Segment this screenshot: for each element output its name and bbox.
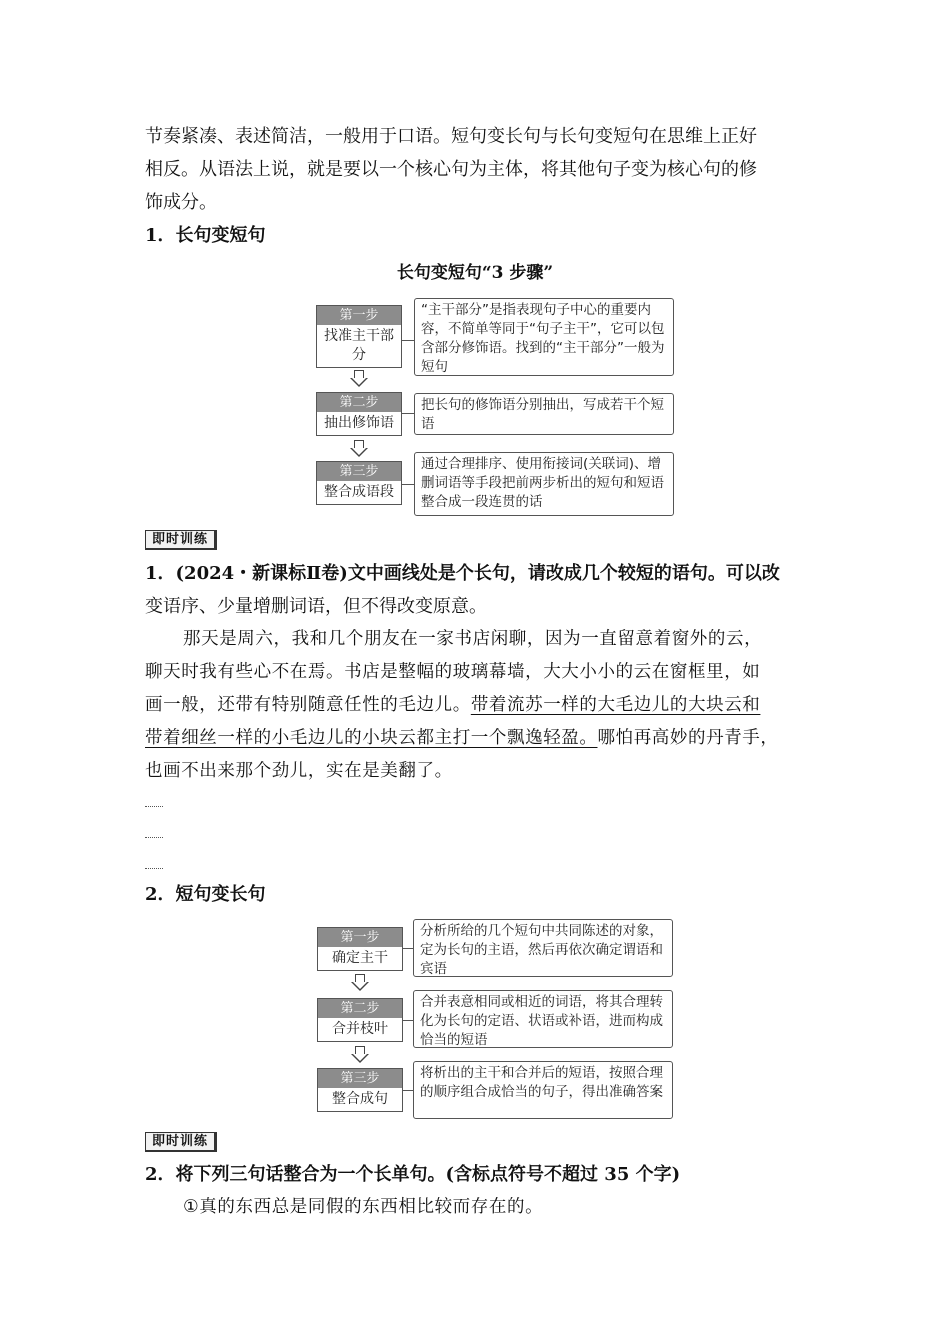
diagram2-step1 (317, 927, 403, 971)
intro-line-1: 节奏紧凑、表述简洁，一般用于口语。短句变长句与长句变短句在思维上正好 (145, 126, 757, 147)
step-label: 第一步 (318, 928, 402, 947)
answer-blank[interactable] (145, 867, 163, 869)
diagram2-desc1: 分析所给的几个短句中共同陈述的对象，定为长句的主语，然后再依次确定谓语和宾语 (413, 919, 673, 977)
exercise1-line-2: 变语序、少量增删词语，但不得改变原意。 (145, 596, 487, 617)
step-label: 第二步 (317, 393, 401, 412)
passage-line-1: 那天是周六，我和几个朋友在一家书店闲聊，因为一直留意着窗外的云， (183, 629, 763, 649)
exercise1-prompt-1: 1．(2024・新课标Ⅱ卷)文中画线处是个长句，请改成几个较短的语句。可以改 (145, 563, 780, 584)
step-label: 第二步 (318, 999, 402, 1018)
connector (402, 484, 414, 485)
diagram2-step3 (317, 1068, 403, 1112)
step-name: 整合成语段 (324, 484, 394, 500)
step-label: 第一步 (317, 306, 401, 325)
diagram1-desc2: 把长句的修饰语分别抽出，写成若干个短语 (414, 393, 674, 435)
passage-line-5: 也画不出来那个劲儿，实在是美翻了。 (145, 761, 453, 781)
step-name: 找准主干部分 (324, 328, 394, 363)
practice-tag: 即时训练 (145, 1132, 217, 1152)
exercise2-item-1: ①真的东西总是同假的东西相比较而存在的。 (183, 1197, 544, 1217)
section2-heading: 2．短句变长句 (145, 884, 266, 905)
passage-line-2: 聊天时我有些心不在焉。书店是整幅的玻璃幕墙，大大小小的云在窗框里，如 (145, 662, 761, 682)
passage-line-3 (145, 689, 810, 722)
diagram1-step2 (316, 392, 402, 436)
diagram1-title: 长句变短句“3 步骤” (396, 263, 554, 283)
diagram1-step1 (316, 305, 402, 368)
underlined-long-sentence: 带着细丝一样的小毛边儿的小块云都主打一个飘逸轻盈。 (145, 728, 598, 748)
diagram1-step3 (316, 461, 402, 505)
step-name: 合并枝叶 (332, 1021, 388, 1037)
underlined-long-sentence: 带着流苏一样的大毛边儿的大块云和 (470, 695, 761, 715)
exercise2-line-1: 2．将下列三句话整合为一个长单句。(含标点符号不超过 35 个字) (145, 1164, 681, 1185)
diagram2-step2 (317, 998, 403, 1042)
diagram1-desc1: “主干部分”是指表现句子中心的重要内容，不简单等同于“句子主干”，它可以包含部分修饰语。找到的“主干部分”一般为短句 (414, 298, 674, 376)
practice-tag: 即时训练 (145, 530, 217, 550)
diagram2-desc3: 将析出的主干和合并后的短语，按照合理的顺序组合成恰当的句子，得出准确答案 (413, 1061, 673, 1119)
passage-line-4 (145, 722, 810, 755)
passage-text: 画一般，还带有特别随意任性的毛边儿。 (145, 695, 471, 715)
answer-blank[interactable] (145, 805, 163, 807)
diagram2-desc2: 合并表意相同或相近的词语，将其合理转化为长句的定语、状语或补语，进而构成恰当的短语 (413, 990, 673, 1048)
answer-blank[interactable] (145, 836, 163, 838)
intro-line-3: 饰成分。 (145, 192, 217, 213)
connector (403, 1090, 413, 1091)
connector (402, 413, 414, 414)
step-name: 确定主干 (332, 950, 388, 966)
diagram1-desc3: 通过合理排序、使用衔接词(关联词)、增删词语等手段把前两步析出的短句和短语整合成一段连贯的话 (414, 452, 674, 516)
intro-line-2: 相反。从语法上说，就是要以一个核心句为主体，将其他句子变为核心句的修 (145, 159, 757, 180)
connector (402, 340, 414, 341)
step-name: 抽出修饰语 (324, 415, 394, 431)
exercise1-line-1 (145, 557, 810, 590)
step-label: 第三步 (318, 1069, 402, 1088)
step-name: 整合成句 (332, 1091, 388, 1107)
connector (403, 948, 413, 949)
section1-heading: 1．长句变短句 (145, 225, 266, 246)
connector (403, 1020, 413, 1021)
passage-text: 哪怕再高妙的丹青手， (597, 728, 779, 748)
step-label: 第三步 (317, 462, 401, 481)
